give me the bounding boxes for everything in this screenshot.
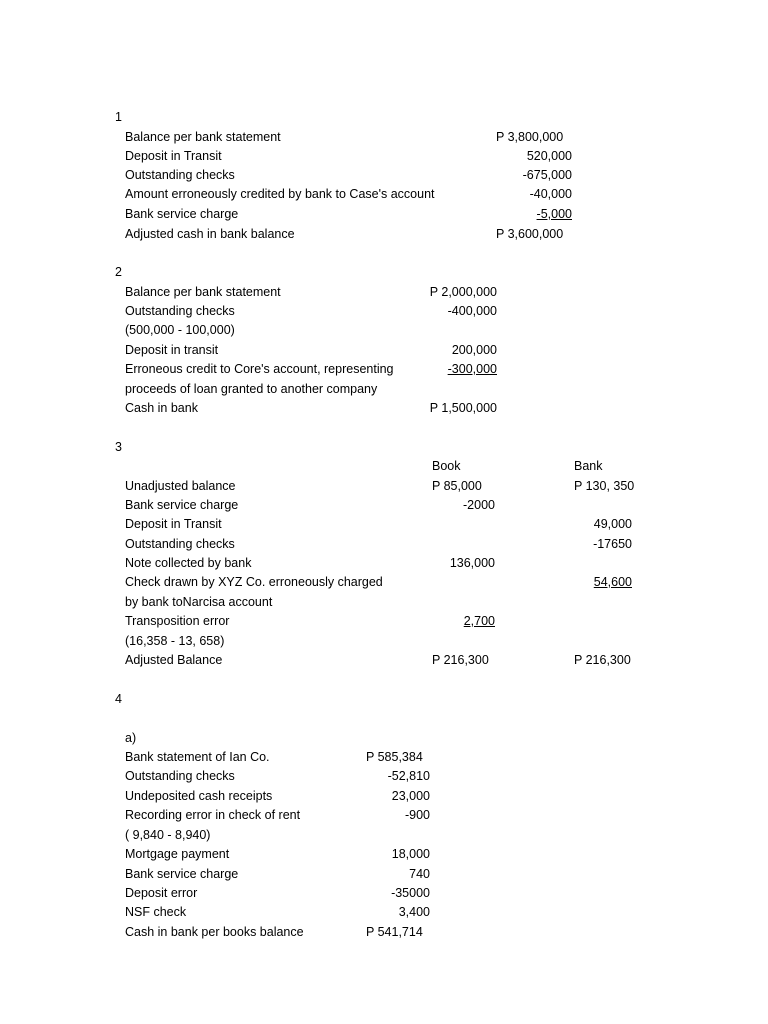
section-number: 2 bbox=[115, 265, 122, 279]
section-number: 3 bbox=[115, 440, 122, 454]
row-label: Recording error in check of rent bbox=[125, 808, 301, 822]
row-value: 520,000 bbox=[526, 149, 572, 163]
row-value: P 3,800,000 bbox=[496, 130, 564, 144]
row-label: Bank service charge bbox=[125, 207, 239, 221]
row-label: Outstanding checks bbox=[125, 537, 235, 551]
row-value: 3,400 bbox=[398, 905, 430, 919]
row-value: -35000 bbox=[391, 886, 430, 900]
row-value: P 541,714 bbox=[366, 925, 423, 939]
row-value: P 3,600,000 bbox=[496, 227, 564, 241]
row-value: 740 bbox=[409, 867, 430, 881]
subsection-label: a) bbox=[125, 731, 137, 745]
row-value: -675,000 bbox=[522, 168, 572, 182]
bank-value: P 216,300 bbox=[574, 653, 631, 667]
row-label: Bank statement of Ian Co. bbox=[125, 750, 270, 764]
row-value: -300,000 bbox=[447, 362, 497, 376]
row-label: NSF check bbox=[125, 905, 187, 919]
row-label: Adjusted cash in bank balance bbox=[125, 227, 295, 241]
book-value: 136,000 bbox=[449, 556, 495, 570]
book-value: 2,700 bbox=[463, 614, 495, 628]
row-label: by bank toNarcisa account bbox=[125, 595, 273, 609]
row-label: Undeposited cash receipts bbox=[125, 789, 273, 803]
row-label: Outstanding checks bbox=[125, 304, 235, 318]
bank-value: 49,000 bbox=[593, 517, 632, 531]
row-value: 18,000 bbox=[391, 847, 430, 861]
row-label: Cash in bank per books balance bbox=[125, 925, 304, 939]
row-label: Bank service charge bbox=[125, 498, 239, 512]
row-label: (16,358 - 13, 658) bbox=[125, 634, 225, 648]
book-value: P 85,000 bbox=[432, 479, 482, 493]
book-value: -2000 bbox=[463, 498, 495, 512]
row-value: -40,000 bbox=[529, 187, 572, 201]
row-label: Note collected by bank bbox=[125, 556, 252, 570]
row-value: -52,810 bbox=[387, 769, 430, 783]
row-label: Unadjusted balance bbox=[125, 479, 236, 493]
row-label: Balance per bank statement bbox=[125, 130, 281, 144]
row-label: Deposit in Transit bbox=[125, 517, 222, 531]
row-value: P 585,384 bbox=[366, 750, 423, 764]
row-value: -5,000 bbox=[536, 207, 572, 221]
book-value: P 216,300 bbox=[432, 653, 489, 667]
section-number: 1 bbox=[115, 110, 122, 124]
row-value: -900 bbox=[404, 808, 430, 822]
bank-value: P 130, 350 bbox=[574, 479, 635, 493]
row-label: Amount erroneously credited by bank to Case's account bbox=[125, 187, 435, 201]
row-label: Bank service charge bbox=[125, 867, 239, 881]
row-label: Deposit in Transit bbox=[125, 149, 222, 163]
row-label: Outstanding checks bbox=[125, 168, 235, 182]
row-value: 23,000 bbox=[391, 789, 430, 803]
row-label: Deposit in transit bbox=[125, 343, 219, 357]
row-label: proceeds of loan granted to another company bbox=[125, 382, 378, 396]
row-label: Check drawn by XYZ Co. erroneously charged bbox=[125, 575, 383, 589]
row-label: Cash in bank bbox=[125, 401, 198, 415]
row-label: Transposition error bbox=[125, 614, 230, 628]
bank-value: -17650 bbox=[593, 537, 632, 551]
section-number: 4 bbox=[115, 692, 122, 706]
row-value: P 1,500,000 bbox=[429, 401, 497, 415]
row-value: -400,000 bbox=[447, 304, 497, 318]
row-value: 200,000 bbox=[451, 343, 497, 357]
column-header-bank: Bank bbox=[574, 459, 603, 473]
row-label: Deposit error bbox=[125, 886, 198, 900]
row-label: Adjusted Balance bbox=[125, 653, 223, 667]
row-label: ( 9,840 - 8,940) bbox=[125, 828, 211, 842]
row-label: Erroneous credit to Core's account, representing bbox=[125, 362, 394, 376]
row-label: (500,000 - 100,000) bbox=[125, 323, 235, 337]
bank-value: 54,600 bbox=[593, 575, 632, 589]
row-label: Mortgage payment bbox=[125, 847, 230, 861]
column-header-book: Book bbox=[432, 459, 461, 473]
row-label: Balance per bank statement bbox=[125, 285, 281, 299]
row-value: P 2,000,000 bbox=[429, 285, 497, 299]
row-label: Outstanding checks bbox=[125, 769, 235, 783]
